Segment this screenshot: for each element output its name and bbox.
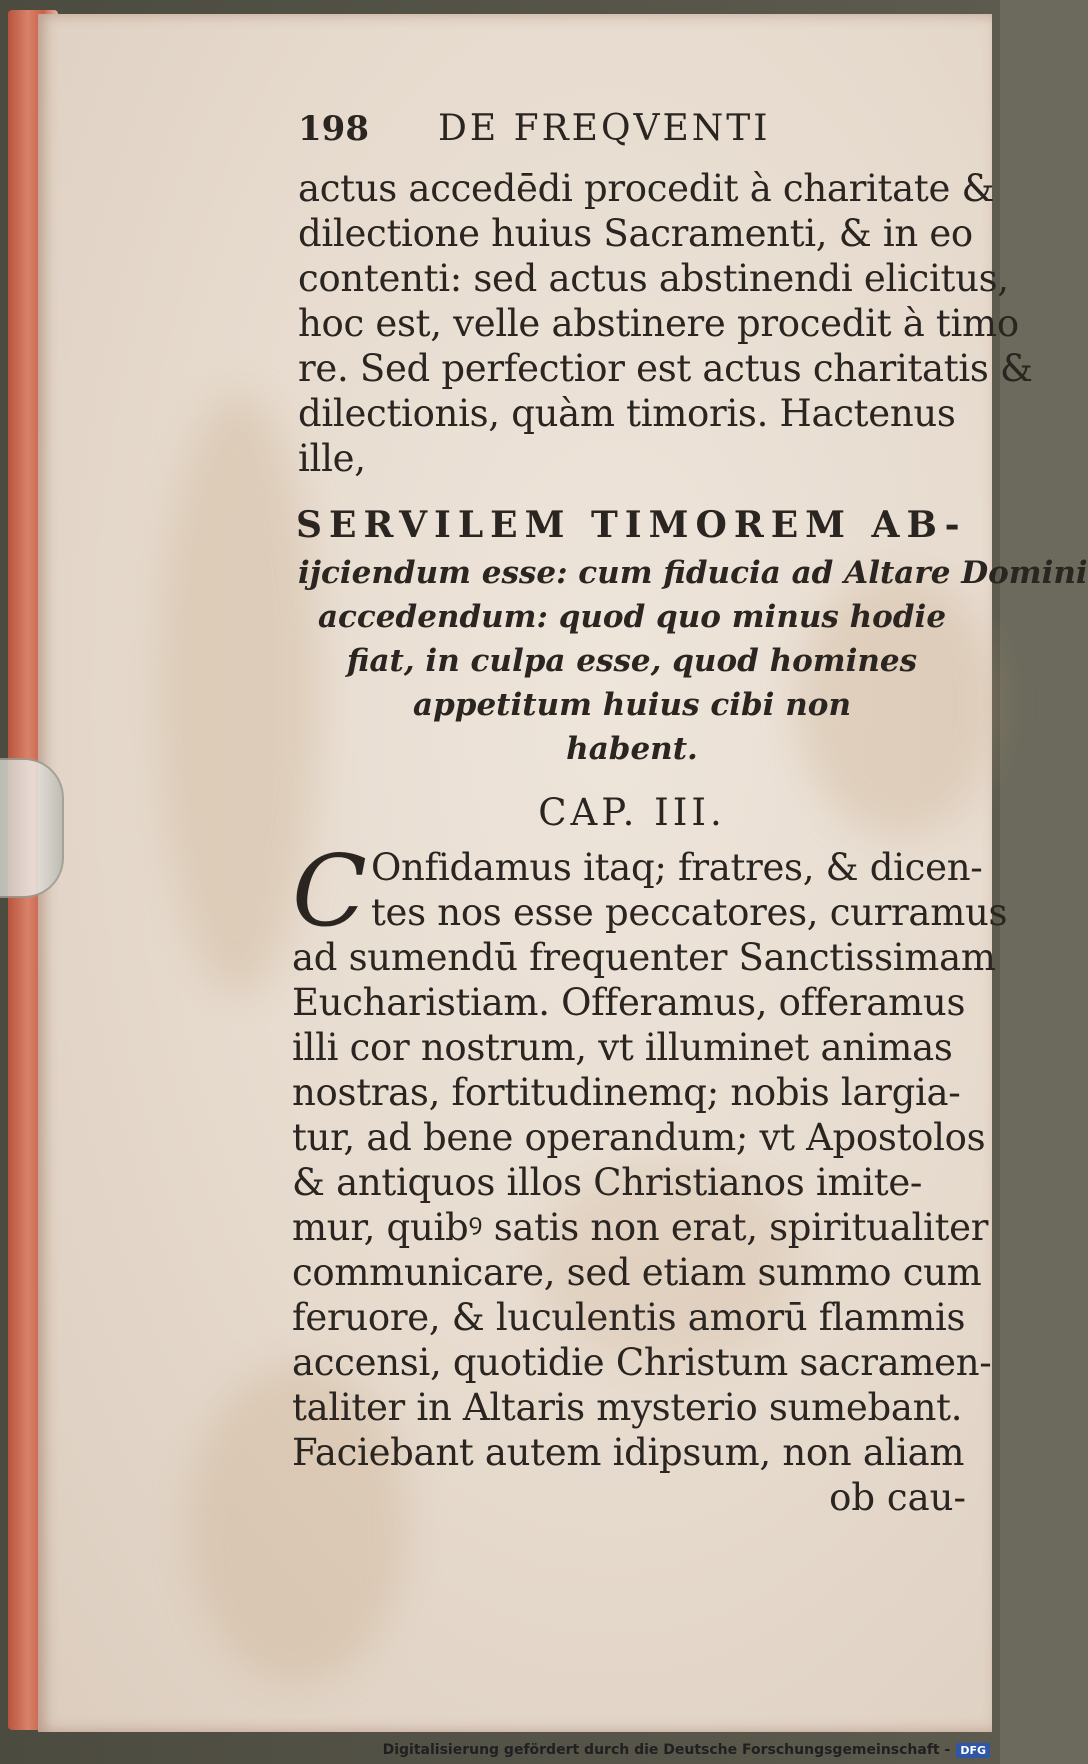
text-line: tur, ad bene operandum; vt Apostolos <box>292 1116 986 1159</box>
heading-italic-line: appetitum huius cibi non <box>413 687 851 723</box>
text-line: ille, <box>298 437 366 480</box>
heading-italic-line: ijciendum esse: cum fiducia ad Altare Domini <box>298 555 1088 591</box>
text-line: taliter in Altaris mysterio sumebant. <box>292 1386 963 1429</box>
text-line: dilectione huius Sacramenti, & in eo <box>298 212 973 255</box>
heading-caps-line: SERVILEM TIMOREM AB- <box>296 504 967 546</box>
text-line: nostras, fortitudinemq; nobis largia- <box>292 1071 961 1114</box>
heading-italic-line: fiat, in culpa esse, quod homines <box>346 643 918 679</box>
section-heading <box>296 499 1088 771</box>
dfg-logo: DFG <box>956 1743 990 1758</box>
text-line: & antiquos illos Christianos imite- <box>292 1161 923 1204</box>
drop-cap: C <box>292 835 367 949</box>
catchword: ob cau- <box>829 1476 966 1519</box>
text-line: illi cor nostrum, vt illuminet animas <box>292 1026 953 1069</box>
chapter-body <box>292 835 1008 1520</box>
text-line: Onfidamus itaq; fratres, & dicen- <box>370 846 983 889</box>
text-line: communicare, sed etiam summo cum <box>292 1251 982 1294</box>
text-line: Eucharistiam. Offeramus, offeramus <box>292 981 966 1024</box>
chapter-title: CAP. III. <box>538 791 726 834</box>
page-clip-holder <box>0 758 64 898</box>
page-header <box>298 108 966 160</box>
text-line: ad sumendū frequenter Sanctissimam <box>292 936 996 979</box>
text-line: actus accedēdi procedit à charitate & <box>298 167 995 210</box>
text-line: Faciebant autem idipsum, non aliam <box>292 1431 965 1474</box>
text-line: mur, quibꝰ satis non erat, spiritualiter <box>292 1206 989 1249</box>
credit-text: Digitalisierung gefördert durch die Deutsche Forschungsgemeinschaft - <box>382 1742 951 1758</box>
page-text <box>292 108 1088 1520</box>
page-number: 198 <box>298 109 369 149</box>
paragraph <box>298 166 1033 481</box>
text-line: re. Sed perfectior est actus charitatis & <box>298 347 1033 390</box>
heading-italic-line: accedendum: quod quo minus hodie <box>317 599 947 635</box>
heading-italic-line: habent. <box>566 731 698 767</box>
text-line: dilectionis, quàm timoris. Hactenus <box>298 392 956 435</box>
text-line: accensi, quotidie Christum sacramen- <box>292 1341 992 1384</box>
text-line: contenti: sed actus abstinendi elicitus, <box>298 257 1009 300</box>
text-line: hoc est, velle abstinere procedit à timo <box>298 302 1019 345</box>
running-title: DE FREQVENTI <box>438 108 771 149</box>
text-line: feruore, & luculentis amorū flammis <box>292 1296 966 1339</box>
text-line: tes nos esse peccatores, curramus <box>370 891 1008 934</box>
digitization-credit <box>383 1742 990 1758</box>
